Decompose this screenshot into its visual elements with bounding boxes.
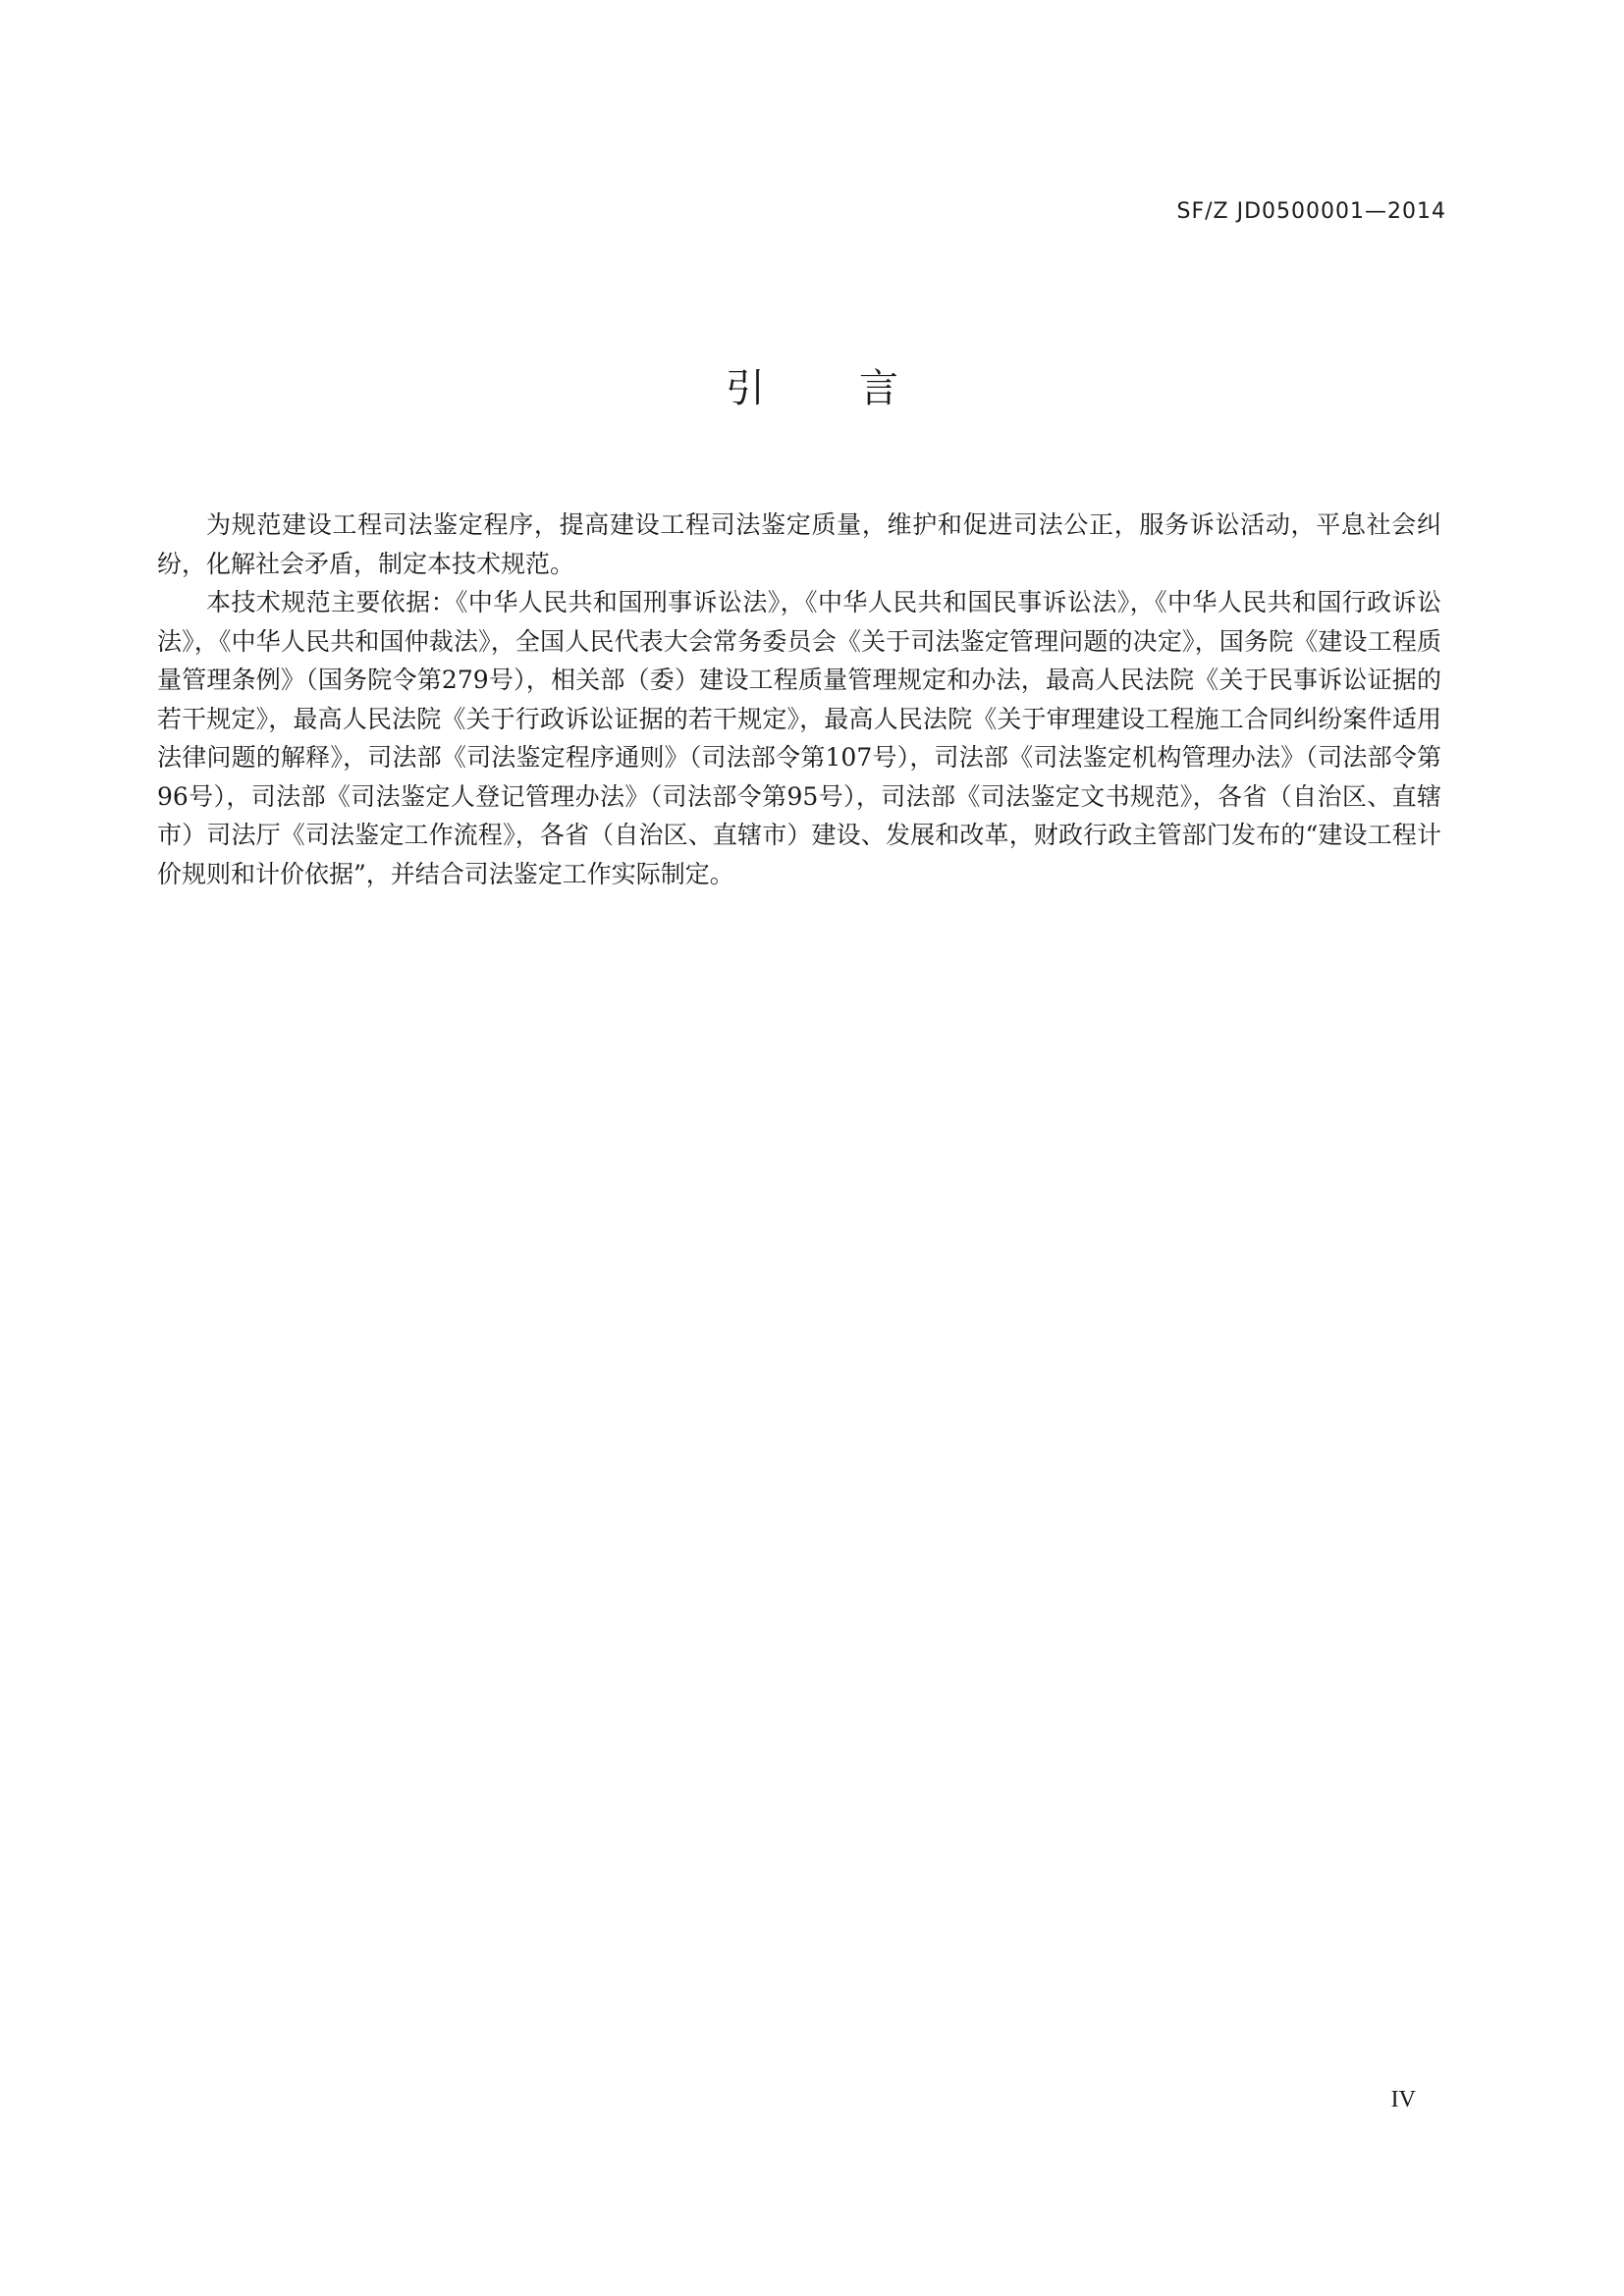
paragraph-legal-basis: 本技术规范主要依据：《中华人民共和国刑事诉讼法》，《中华人民共和国民事诉讼法》，《中华人民共和国行政诉讼法》，《中华人民共和国仲裁法》，全国人民代表大会常务委员会《关于司法鉴定管理问题的决定》，国务院《建设工程质量管理条例》（国务院令第279号），相关部（委）建设工程质量管理规定和办法，最高人民法院《关于民事诉讼证据的若干规定》，最高人民法院《关于行政诉讼证据的若干规定》，最高人民法院《关于审理建设工程施工合同纠纷案件适用法律问题的解释》，司法部《司法鉴定程序通则》（司法部令第107号），司法部《司法鉴定机构管理办法》（司法部令第96号），司法部《司法鉴定人登记管理办法》（司法部令第95号），司法部《司法鉴定文书规范》，各省（自治区、直辖市）司法厅《司法鉴定工作流程》，各省（自治区、直辖市）建设、发展和改革，财政行政主管部门发布的“建设工程计价规则和计价依据”，并结合司法鉴定工作实际制定。 [157,588,1441,888]
page-number: IV [1390,2087,1416,2112]
title-char-1: 引 [726,366,765,411]
introduction-body [157,506,1441,893]
document-code: SF/Z JD0500001—2014 [1176,199,1446,224]
paragraph-purpose: 为规范建设工程司法鉴定程序，提高建设工程司法鉴定质量，维护和促进司法公正，服务诉讼活动，平息社会纠纷，化解社会矛盾，制定本技术规范。 [157,510,1441,578]
title-char-2: 言 [859,366,898,411]
page-title [0,365,1624,412]
